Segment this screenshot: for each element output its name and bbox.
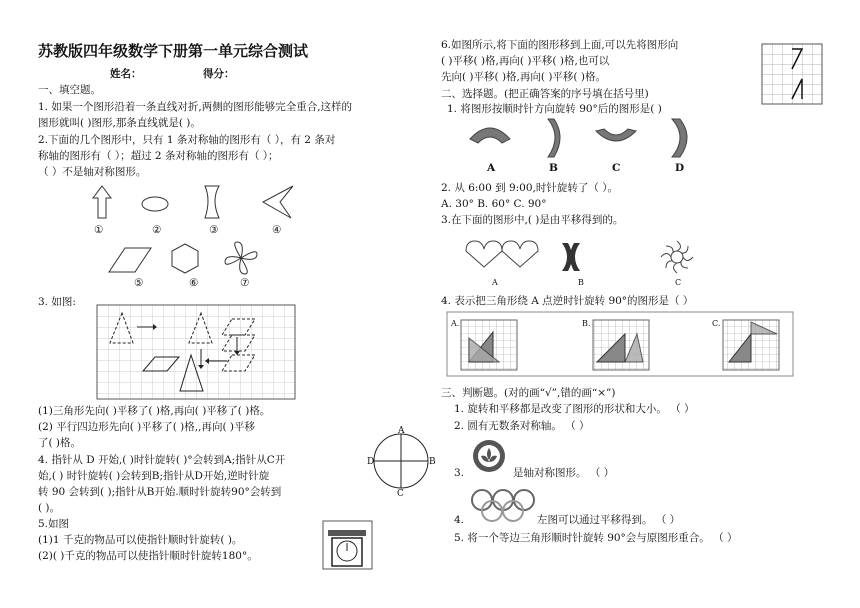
choice-1-label-b: B (549, 162, 558, 174)
choice-3-label-a: A (492, 278, 498, 287)
choice-1-label-a: A (487, 162, 496, 174)
choice-3-label-c: C (675, 278, 682, 287)
choice-1-shapes (468, 117, 698, 161)
q1-line1: 1. 如果一个图形沿着一条直线对折,两侧的图形能够完全重合,这样的 (38, 101, 353, 113)
flower-shape (225, 242, 257, 274)
choice-4: 4. 表示把三角形绕 A 点逆时针旋转 90°的图形是（ ） (441, 295, 694, 307)
ellipse-shape (142, 197, 168, 211)
q1-line2: 图形就叫( )图形,那条直线就是( )。 (38, 117, 201, 129)
q2-line3: （ ）不是轴对称图形。 (38, 166, 147, 178)
q6-line3: 先向( )平移( )格,再向( )平移( )格。 (441, 71, 606, 83)
page-title: 苏教版四年级数学下册第一单元综合测试 (38, 42, 309, 60)
score-label: 得分： (203, 68, 235, 80)
shape-label-1: ① (94, 224, 104, 236)
choice-4-label-b: B. (582, 319, 591, 328)
shape-label-4: ④ (272, 224, 282, 236)
q2-line2: 称轴的图形有（ ）；超过 2 条对称轴的图形有（ ）； (38, 150, 279, 162)
choice-3: 3.在下面的图形中,( )是由平移得到的。 (441, 214, 624, 226)
shape-label-3: ③ (209, 224, 219, 236)
judge-2: 2. 圆有无数条对称轴。 （ ） (454, 420, 590, 432)
q5-line1: (1)1 千克的物品可以使指针顺时针旋转( )。 (38, 534, 243, 546)
name-label: 姓名： (110, 68, 142, 80)
arrowhead-shape (263, 186, 293, 218)
q4-line4: ( )。 (38, 502, 61, 514)
parallelogram-shape (109, 248, 151, 272)
choice-4-label-a: A. (451, 319, 460, 328)
dial-label-c: C (397, 489, 404, 499)
choice-1-label-d: D (675, 162, 685, 174)
shape-label-6: ⑥ (189, 277, 199, 289)
section-fill-in-title: 一、填空题。 (38, 84, 101, 96)
choice-4-grids (447, 312, 795, 378)
judge-3-emblem (471, 438, 507, 474)
q5-title: 5.如图 (38, 518, 70, 530)
q6-line2: ( )平移( )格,再向( )平移( )格,也可以 (441, 55, 610, 67)
shape-label-7: ⑦ (240, 277, 250, 289)
choice-1-label-c: C (612, 162, 621, 174)
q3-title: 3. 如图: (38, 296, 76, 308)
choice-2-options: A. 30° B. 60° C. 90° (441, 198, 547, 210)
q3-answer-1: (1)三角形先向( )平移了( )格,再向( )平移了( )格。 (38, 405, 271, 417)
q2-line1: 2.下面的几个图形中，只有 1 条对称轴的图形有（ ），有 2 条对 (38, 134, 336, 146)
judge-5: 5. 将一个等边三角形顺时针旋转 90°会与原图形重合。 （ ） (454, 532, 738, 544)
dial-label-b: B (429, 457, 436, 467)
judge-4-number: 4. (454, 514, 465, 526)
section-choice-title: 二、选择题。(把正确答案的序号填在括号里) (441, 88, 649, 100)
choice-4-label-c: C. (712, 319, 721, 328)
q6-line1: 6.如图所示,将下面的图形移到上面,可以先将图形向 (441, 39, 679, 51)
shape-label-2: ② (152, 224, 162, 236)
judge-4-rings (470, 487, 536, 525)
q3-grid-figure (97, 305, 297, 401)
concave-shape (205, 186, 219, 218)
q4-line1: 4. 指针从 D 开始,( )时针旋转( )°会转到A;指针从C开 (38, 454, 286, 466)
choice-2: 2. 从 6:00 到 9:00,时针旋转了（ ）。 (441, 182, 618, 194)
choice-1: 1. 将图形按顺时针方向旋转 90°后的图形是( ) (447, 103, 662, 115)
q4-line2: 始,( ) 时针旋转( )会转到B;指针从D开始,逆时针旋 (38, 470, 270, 482)
up-arrow-shape (93, 186, 111, 218)
dial-label-d: D (367, 457, 375, 467)
hexagon-shape (172, 244, 198, 273)
judge-3-number: 3. (454, 467, 465, 479)
q5-line2: (2)( )千克的物品可以使指针顺时针旋转180°。 (38, 550, 258, 562)
shape-label-5: ⑤ (134, 277, 144, 289)
choice-3-label-b: B (578, 278, 584, 287)
q3-answer-3: 了( )格。 (38, 437, 82, 449)
q3-answer-2: (2) 平行四边形先向( )平移了( )格,,再向( )平移 (38, 421, 255, 433)
judge-3: 是轴对称图形。 （ ） (513, 467, 615, 479)
q6-grid-figure (762, 44, 822, 106)
q4-line3: 转 90 会转到( );指针从B开始.顺时针旋转90°会转到 (38, 486, 282, 498)
dial-label-a: A (398, 426, 405, 436)
scale-figure (322, 520, 374, 570)
judge-1: 1. 旋转和平移都是改变了图形的形状和大小。 （ ） (454, 403, 695, 415)
judge-4: 左图可以通过平移得到。 （ ） (537, 514, 681, 526)
section-judge-title: 三、判断题。(对的画“√”,错的画“×”) (441, 387, 616, 399)
